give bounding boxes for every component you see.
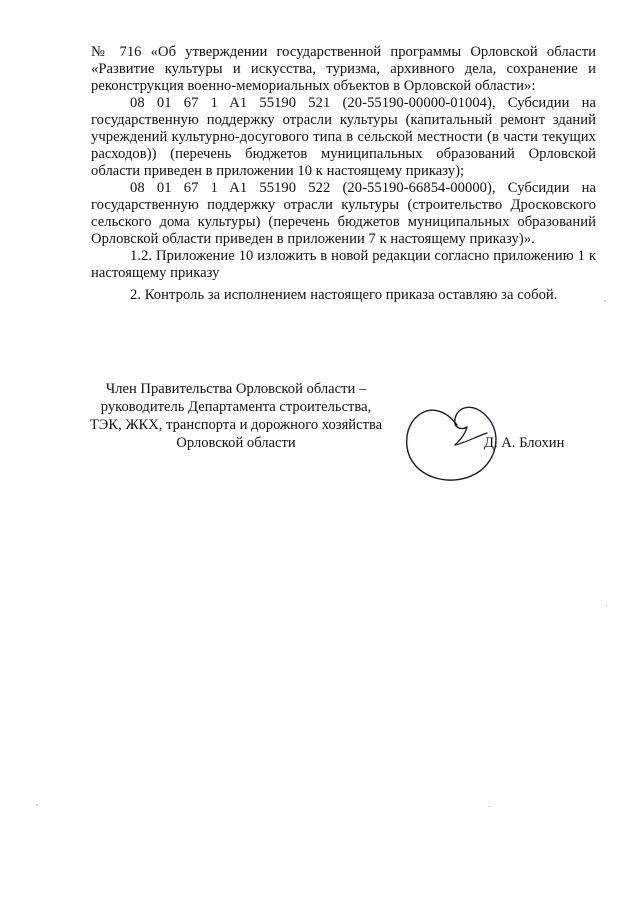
paragraph-appendix-revision: 1.2. Приложение 10 изложить в новой редакции согласно приложению 1 к настоящему приказу bbox=[91, 248, 596, 281]
scan-speck bbox=[36, 804, 38, 806]
scan-speck bbox=[606, 604, 607, 607]
signatory-title bbox=[76, 380, 396, 452]
signatory-title-line: Орловской области bbox=[176, 435, 296, 451]
signer-name: Д. А. Блохин bbox=[484, 435, 565, 451]
paragraph-control-clause: 2. Контроль за исполнением настоящего приказа оставляю за собой. bbox=[130, 287, 558, 303]
signatory-title-line: ТЭК, ЖКХ, транспорта и дорожного хозяйства bbox=[89, 417, 383, 433]
paragraph-budget-code-521: 08 01 67 1 A1 55190 521 (20-55190-00000-01004), Субсидии на государственную поддержку отрасли культуры (капитальный ремонт зданий учреждений культурно-досугового типа в сельской местности (в части текущих расходов)) (перечень бюджетов муниципальных образований Орловской области приведен в приложении 10 к настоящему приказу); bbox=[91, 95, 596, 179]
signatory-title-line: Член Правительства Орловской области – bbox=[105, 381, 367, 397]
paragraph-budget-code-522: 08 01 67 1 A1 55190 522 (20-55190-66854-00000), Субсидии на государственную поддержку отрасли культуры (строительство Дросковского сельского дома культуры) (перечень бюджетов муниципальных образований Орловской области приведен в приложении 7 к настоящему приказу)». bbox=[91, 180, 596, 247]
document-body bbox=[91, 44, 596, 304]
scan-speck bbox=[604, 300, 606, 302]
scan-speck bbox=[488, 806, 490, 807]
paragraph-program-reference: № 716 «Об утверждении государственной программы Орловской области «Развитие культуры и искусства, туризма, архивного дела, сохранение и реконструкция военно-мемориальных объектов в Орловской области»: bbox=[91, 44, 596, 94]
signatory-title-line: руководитель Департамента строительства, bbox=[100, 399, 372, 415]
